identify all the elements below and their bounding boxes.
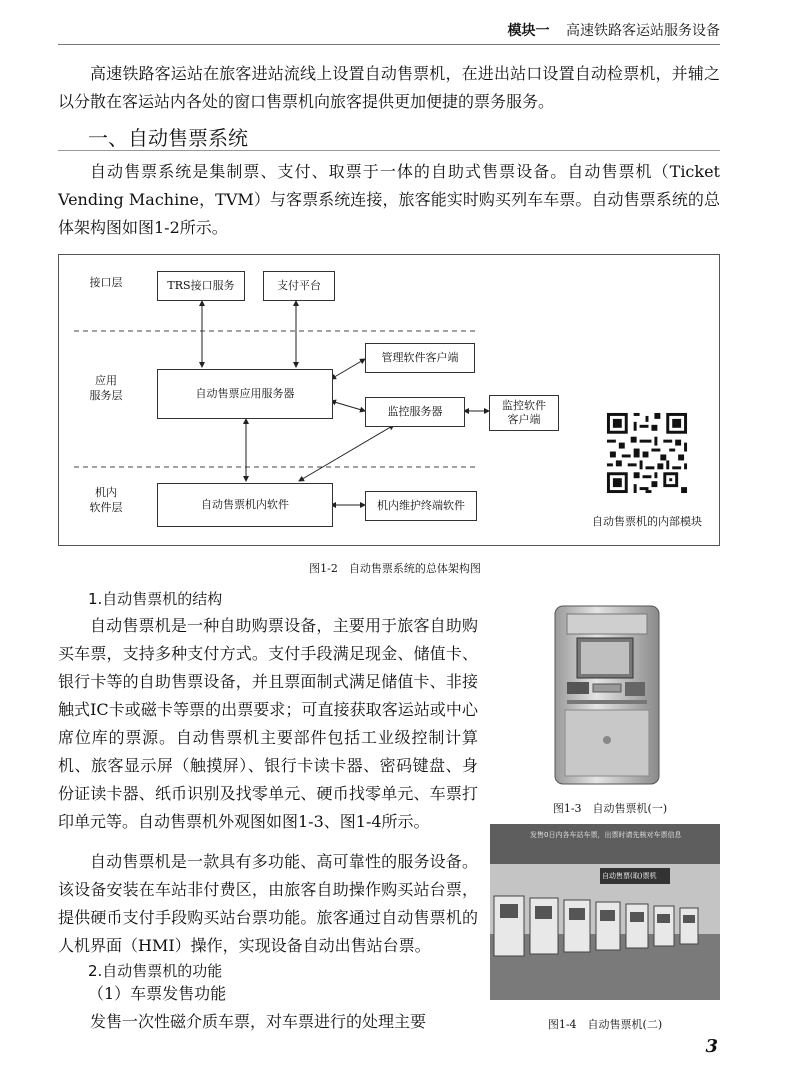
list-item-1: （1）车票发售功能 xyxy=(88,984,227,1003)
monitor-client-line1: 监控软件 xyxy=(502,399,546,412)
module-label: 模块一 xyxy=(507,23,550,39)
header-rule xyxy=(58,44,720,45)
page-number: 3 xyxy=(705,1036,718,1057)
monitor-server-box: 监控服务器 xyxy=(365,397,465,427)
subsection-2-title: 2.自动售票机的功能 xyxy=(88,962,223,980)
architecture-diagram xyxy=(58,254,720,546)
monitor-client-line2: 客户端 xyxy=(507,413,541,426)
maintenance-box: 机内维护终端软件 xyxy=(365,491,477,521)
subsection-1-title: 1.自动售票机的结构 xyxy=(88,590,223,608)
layer-app xyxy=(81,373,131,403)
station-hall-photo xyxy=(490,824,720,1000)
app-server-box: 自动售票应用服务器 xyxy=(157,369,333,419)
layer-inner xyxy=(81,485,131,515)
figure-1-3-image xyxy=(545,600,675,790)
figure-1-3-caption: 图1-3 自动售票机(一) xyxy=(552,802,668,815)
module-title: 高速铁路客运站服务设备 xyxy=(566,23,720,39)
figure-1-2-caption: 图1-2 自动售票系统的总体架构图 xyxy=(309,562,481,575)
qr-caption: 自动售票机的内部模块 xyxy=(592,515,702,528)
paragraph-1: 自动售票系统是集制票、支付、取票于一体的自助式售票设备。自动售票机（Ticket Vending Machine，TVM）与客票系统连接，旅客能实时购买列车车票。自动售票系统的总体架构图如图1-2所示。 xyxy=(58,162,720,237)
section-rule xyxy=(58,150,720,151)
trs-box: TRS接口服务 xyxy=(157,271,245,301)
running-header xyxy=(508,20,720,40)
figure-1-4-caption: 图1-4 自动售票机(二) xyxy=(547,1018,663,1031)
layer-inner-line1: 机内 xyxy=(95,486,117,499)
pay-box: 支付平台 xyxy=(263,271,335,301)
layer-inner-line2: 软件层 xyxy=(89,501,123,514)
layer-app-line2: 服务层 xyxy=(89,389,123,402)
figure-1-4-image xyxy=(490,824,720,1000)
hall-sign-text: 发售0日内各车站车票，出票时请先核对车票信息 xyxy=(530,831,682,839)
paragraph-2: 自动售票机是一种自助购票设备，主要用于旅客自助购买车票，支持多种支付方式。支付手段满足现金、储值卡、银行卡等的自助售票设备，并且票面制式满足储值卡、非接触式IC卡或磁卡等票的出票要求；可直接获取客运站或中心席位库的票源。自动售票机主要部件包括工业级控制计算机、旅客显示屏（触摸屏）、银行卡读卡器、密码键盘、身份证读卡器、纸币识别及找零单元、硬币找零单元、车票打印单元等。自动售票机外观图如图1-3、图1-4所示。 xyxy=(58,616,478,831)
vending-machine-illustration xyxy=(545,600,675,790)
qr-code[interactable] xyxy=(604,410,690,496)
qr-code-icon xyxy=(604,410,690,496)
paragraph-4: 发售一次性磁介质车票，对车票进行的处理主要 xyxy=(90,1012,427,1031)
monitor-client-box xyxy=(489,395,559,431)
layer-app-line1: 应用 xyxy=(95,374,117,387)
paragraph-3: 自动售票机是一款具有多功能、高可靠性的服务设备。该设备安装在车站非付费区，由旅客自助操作购买站台票，提供硬币支付手段购买站台票功能。旅客通过自动售票机的人机界面（HMI）操作，实现设备自动出售站台票。 xyxy=(58,852,478,955)
machine-board-text: 自动售票(取)票机 xyxy=(602,872,657,880)
section-title: 一、自动售票系统 xyxy=(88,126,248,150)
layer-interface: 接口层 xyxy=(89,276,123,289)
inner-software-box: 自动售票机内软件 xyxy=(157,483,333,527)
intro-paragraph: 高速铁路客运站在旅客进站流线上设置自动售票机，在进出站口设置自动检票机，并辅之以分散在客运站内各处的窗口售票机向旅客提供更加便捷的票务服务。 xyxy=(58,64,720,111)
mgmt-client-box: 管理软件客户端 xyxy=(365,343,475,373)
